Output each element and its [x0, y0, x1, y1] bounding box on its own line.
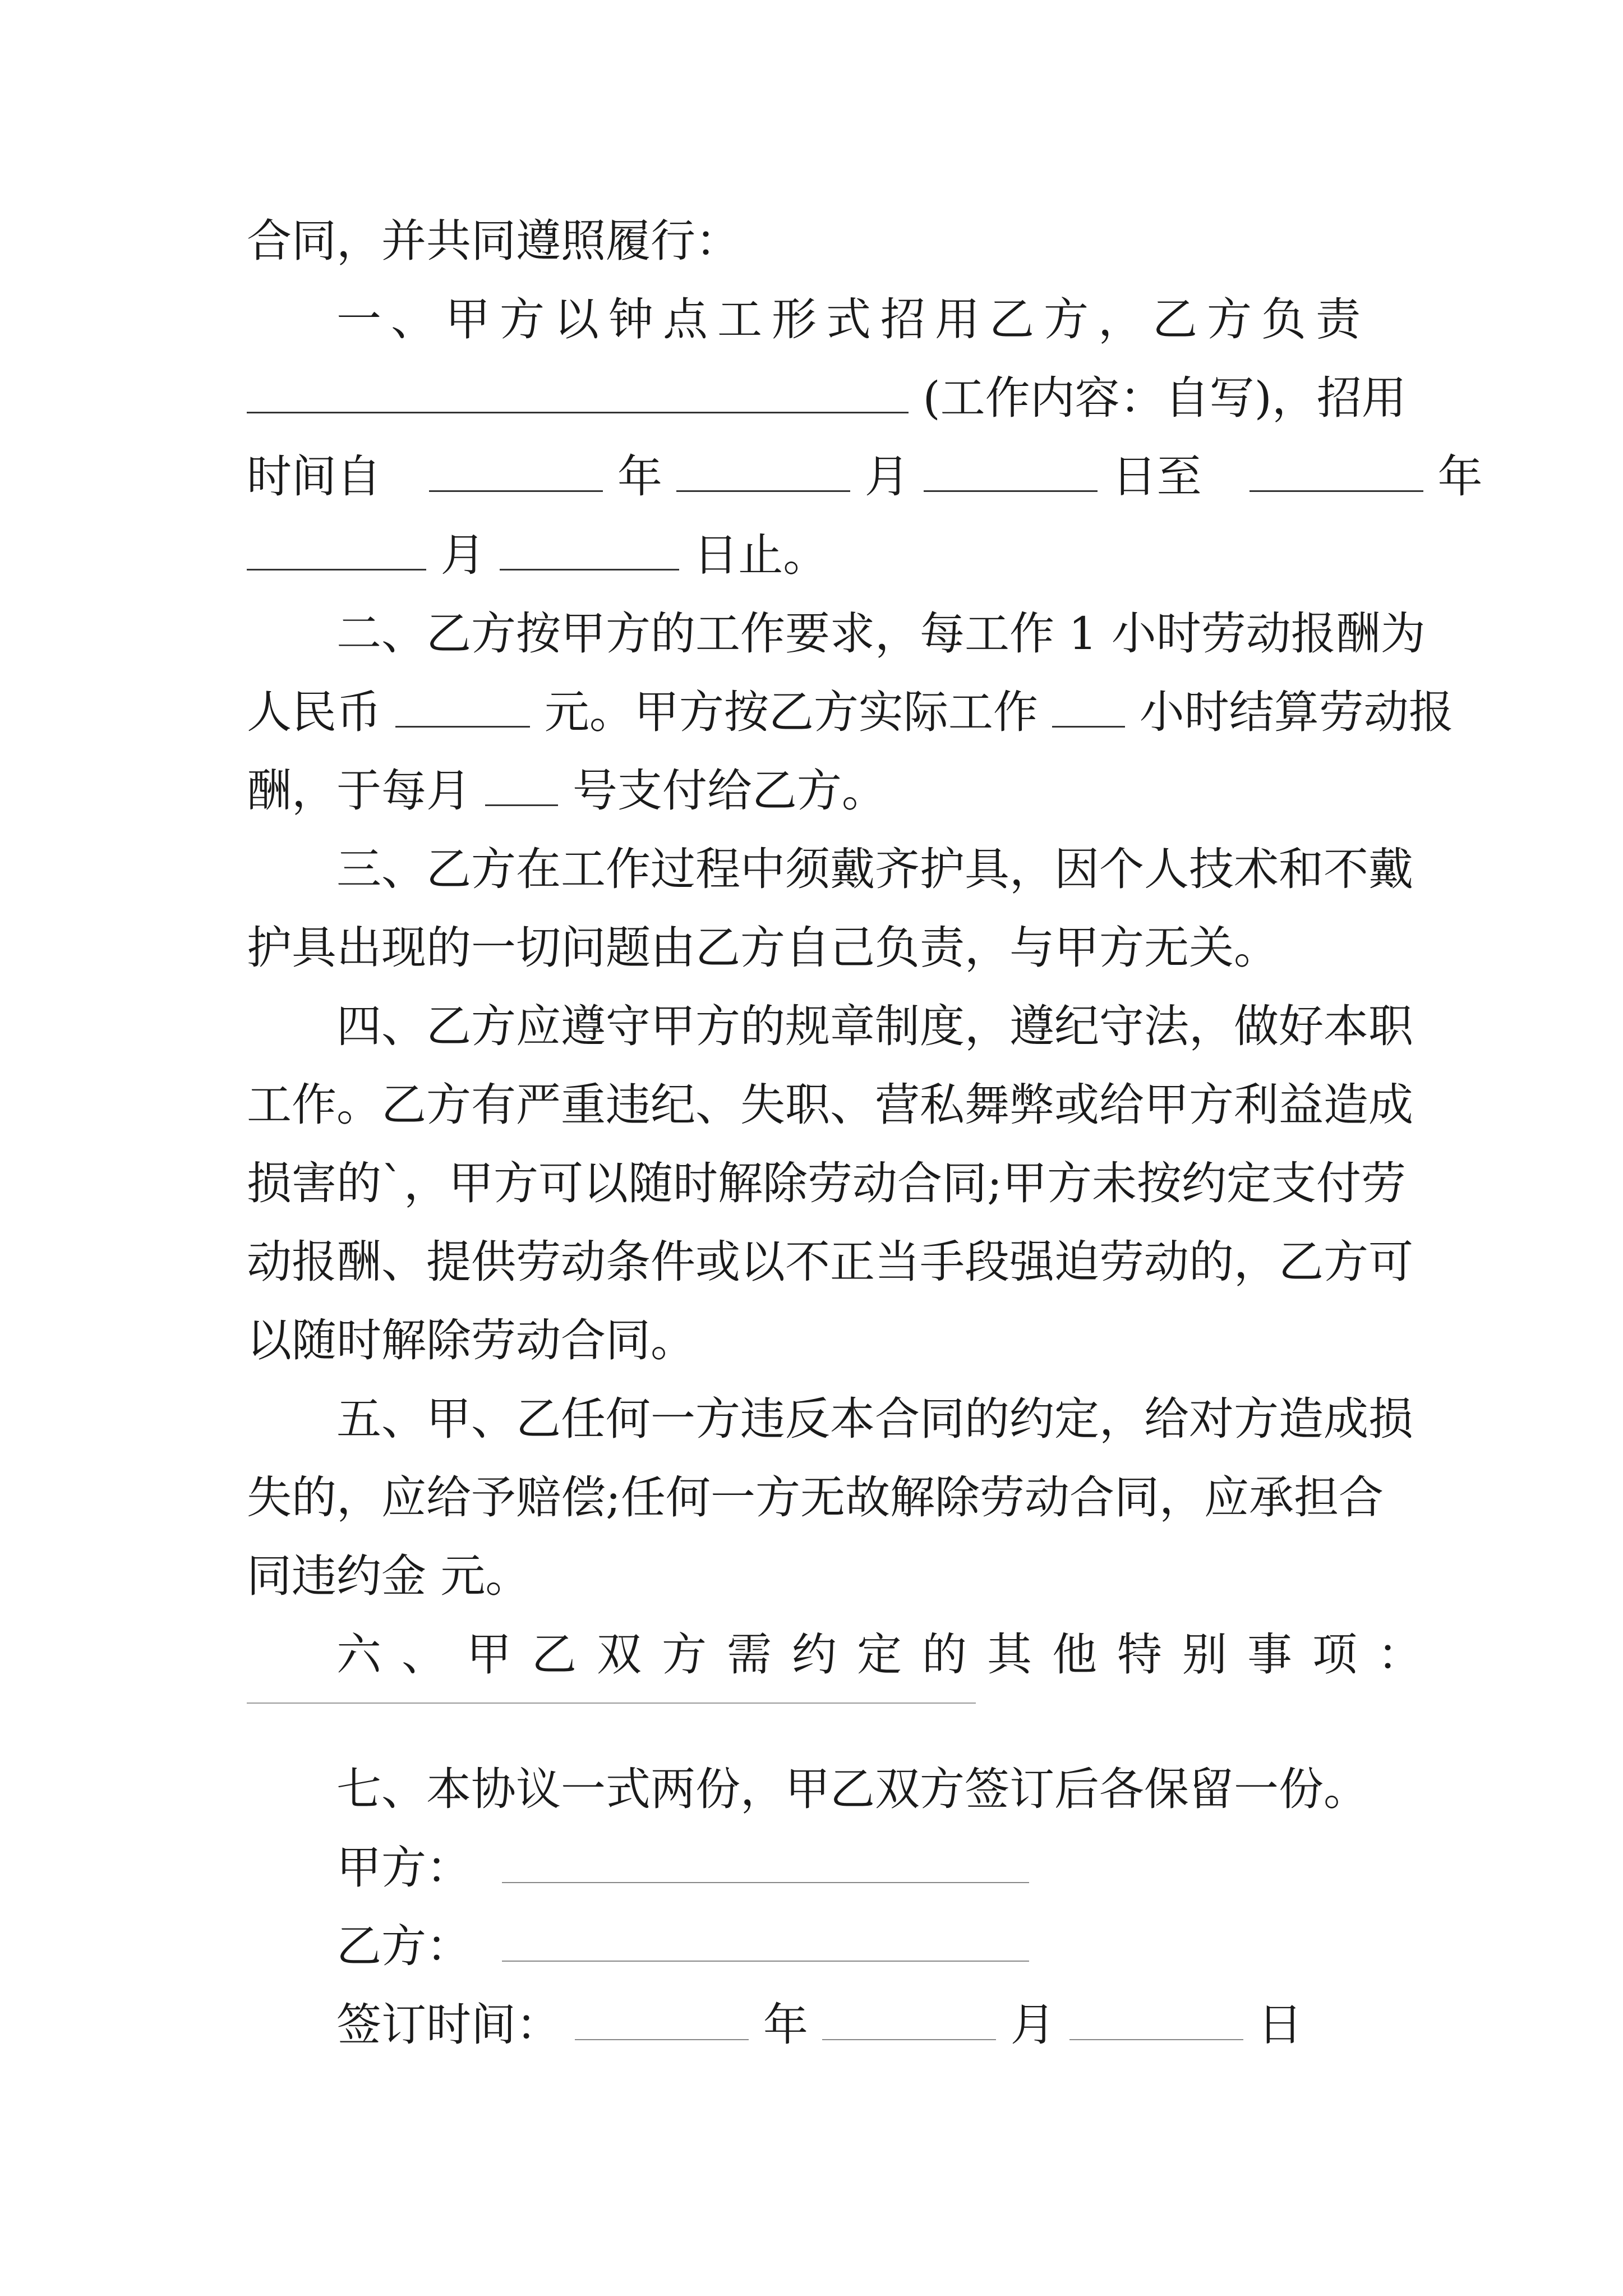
- clause-6-blank-line[interactable]: [247, 1703, 976, 1704]
- clause-5-line-1: 五、甲、乙任何一方违反本合同的约定，给对方造成损: [336, 1393, 1413, 1445]
- sign-year-label: 年: [763, 1999, 808, 2051]
- party-b-signature-field[interactable]: [502, 1921, 1029, 1962]
- hourly-rate-field[interactable]: [395, 687, 530, 728]
- end-day-label: 日止。: [693, 529, 828, 581]
- clause-7-line: 七、本协议一式两份，甲乙双方签订后各保留一份。: [336, 1763, 1368, 1815]
- hours-field[interactable]: [1052, 687, 1125, 728]
- clause-2-line-2: [247, 684, 1454, 740]
- clause-1-line-3: [247, 449, 1483, 505]
- clause-2-line-3: [247, 763, 1391, 819]
- clause-1-text: 一、甲方以钟点工形式招用乙方，乙方负责: [336, 293, 1370, 346]
- clause-1-line-4: [247, 527, 1391, 583]
- start-month-label: 月: [864, 450, 910, 503]
- clause-3-line-1: 三、乙方在工作过程中须戴齐护具，因个人技术和不戴: [336, 843, 1413, 895]
- pay-day-field[interactable]: [485, 765, 558, 806]
- clause-4-line-4: 动报酬、提供劳动条件或以不正当手段强迫劳动的，乙方可: [247, 1236, 1413, 1288]
- clause-6-text: 六、甲乙双方需约定的其他特别事项：: [336, 1628, 1442, 1681]
- clause-5-line-3: 同违约金 元。: [247, 1550, 531, 1602]
- intro-line: 合同，并共同遵照履行：: [247, 215, 740, 267]
- sign-date-label: 签订时间：: [336, 1999, 561, 2051]
- start-day-field[interactable]: [924, 451, 1098, 492]
- clause-1-time-label: 时间自: [247, 450, 381, 503]
- clause-4-line-5: 以随时解除劳动合同。: [247, 1314, 695, 1366]
- start-day-label: 日至: [1112, 450, 1202, 503]
- clause-1-text-2: (工作内容：自写)，招用: [923, 372, 1407, 424]
- party-b-line: [336, 1918, 1391, 1975]
- end-year-label: 年: [1437, 450, 1483, 503]
- clause-5-line-2: 失的，应给予赔偿;任何一方无故解除劳动合同，应承担合: [247, 1471, 1384, 1524]
- clause-2-text-5: 号支付给乙方。: [572, 765, 887, 817]
- clause-4-line-2: 工作。乙方有严重违纪、失职、营私舞弊或给甲方利益造成: [247, 1079, 1413, 1131]
- party-a-line: [336, 1840, 1391, 1896]
- currency-label: 人民币: [247, 686, 381, 738]
- start-year-field[interactable]: [429, 451, 603, 492]
- end-day-field[interactable]: [500, 530, 679, 570]
- clause-2-text-4: 酬，于每月: [247, 765, 471, 817]
- clause-3-line-2: 护具出现的一切问题由乙方自己负责，与甲方无关。: [247, 922, 1279, 974]
- sign-date-line: [336, 1997, 1391, 2053]
- clause-2-text-2: 元。甲方按乙方实际工作: [544, 686, 1038, 738]
- clause-1-line-2: [247, 370, 1407, 426]
- end-month-label: 月: [440, 529, 486, 581]
- sign-month-field[interactable]: [822, 2000, 996, 2040]
- sign-month-label: 月: [1010, 1999, 1055, 2051]
- party-a-label: 甲方：: [336, 1842, 471, 1894]
- clause-2-text-3: 小时结算劳动报: [1139, 686, 1454, 738]
- end-month-field[interactable]: [247, 530, 426, 570]
- work-content-field[interactable]: [247, 372, 909, 413]
- party-b-label: 乙方：: [336, 1920, 471, 1972]
- party-a-signature-field[interactable]: [502, 1843, 1029, 1883]
- clause-4-line-1: 四、乙方应遵守甲方的规章制度，遵纪守法，做好本职: [336, 1000, 1413, 1052]
- end-year-field[interactable]: [1249, 451, 1423, 492]
- start-year-label: 年: [617, 450, 662, 503]
- start-month-field[interactable]: [676, 451, 850, 492]
- sign-day-label: 日: [1257, 1999, 1303, 2051]
- clause-2-line-1: 二、乙方按甲方的工作要求，每工作 1 小时劳动报酬为: [336, 608, 1426, 660]
- clause-4-line-3: 损害的`，甲方可以随时解除劳动合同;甲方未按约定支付劳: [247, 1157, 1406, 1209]
- clause-1-line-1: [336, 292, 1391, 348]
- sign-day-field[interactable]: [1069, 2000, 1243, 2040]
- clause-6-line-1: [336, 1627, 1442, 1683]
- sign-year-field[interactable]: [575, 2000, 749, 2040]
